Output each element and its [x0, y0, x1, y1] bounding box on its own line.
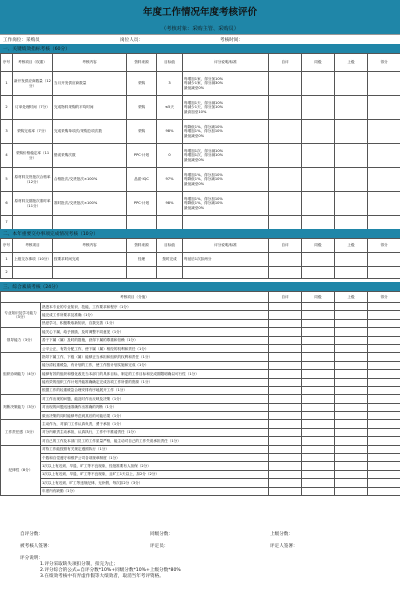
score-cell [368, 144, 400, 168]
cell-rule: 每降低1%，得分减10% 每增加1%，得分加10% 最低减至0% [183, 120, 269, 144]
cell-content: 当月开发供应商数量 [53, 72, 127, 96]
cell-rule: 每增加1家，得分加10% 每减少1家，得分减30% 最低减至0% [183, 72, 269, 96]
score-cell [302, 462, 335, 470]
header-cell: 同级 [302, 54, 335, 72]
header-cell: 目标值 [157, 239, 183, 253]
page-subtitle: （考核对象：采购主管、采购员） [0, 22, 400, 34]
table-row [1, 428, 400, 436]
cell-item: 采购完成率（7分） [13, 120, 53, 144]
score-cell [335, 454, 368, 462]
score-cell [368, 454, 400, 462]
score-cell [335, 168, 368, 192]
score-cell [368, 319, 400, 327]
item-cell: 指导下属工作，下级（属）能够正当承担和组织的权利和责任（1分） [41, 353, 269, 361]
score-cell [368, 96, 400, 120]
cell-target: ≤5天 [157, 96, 183, 120]
item-cell: 熟悉本专业的专业知识、技能，工作要求和程序（1分） [41, 303, 269, 311]
signee-label: 被考核人签署： [20, 544, 53, 549]
cell-item: 订单处理时间（7分） [13, 96, 53, 120]
quality-table [0, 291, 400, 496]
score-cell [335, 370, 368, 378]
cell-source: 经理 [127, 253, 157, 267]
score-cell [302, 445, 335, 453]
table-row [1, 403, 400, 411]
section3-title: 三、综合素质考核（24分） [0, 282, 400, 291]
score-cell [302, 378, 335, 386]
score-cell [302, 319, 335, 327]
score-cell [335, 479, 368, 487]
score-cell [302, 253, 335, 267]
score-cell [368, 192, 400, 216]
item-cell: 1次以上有迟到、早退、旷工等不良现象，且旷工1天以上，扣2分（2分） [41, 470, 269, 478]
score-cell [335, 462, 368, 470]
score-cell [269, 470, 302, 478]
item-cell: 能够有效的组织和强化改先当本部门的具体目标，制定的工作目标和完成期限明确以可行性（1分） [41, 370, 269, 378]
score-cell [269, 370, 302, 378]
score-cell [302, 192, 335, 216]
table-row [1, 470, 400, 478]
score-cell [368, 328, 400, 336]
header-cell: 得分 [368, 239, 400, 253]
sign-row [0, 543, 400, 551]
score-cell [302, 216, 335, 230]
kpi-table [0, 53, 400, 230]
score-cell [302, 120, 335, 144]
score-cell [269, 267, 302, 279]
cell-content: 完成采购单项次/采购总项次数 [53, 120, 127, 144]
table-header-row [1, 292, 400, 303]
score-cell [335, 403, 368, 411]
score-cell [269, 395, 302, 403]
header-cell: 得分 [368, 292, 400, 303]
cell-no: 3 [1, 120, 13, 144]
table-row [1, 319, 400, 327]
cell-content: 错误采购次数 [53, 144, 127, 168]
item-cell: 能分清轻重缓急，有计划的工作，使工作按计划实施和完成（1分） [41, 361, 269, 369]
score-cell [368, 120, 400, 144]
score-cell [368, 487, 400, 495]
score-cell [302, 344, 335, 352]
score-cell [269, 378, 302, 386]
score-cell [335, 267, 368, 279]
staff-label: 岗位人员： [120, 38, 143, 43]
assessor-label: 评定员： [150, 544, 169, 549]
cell-content: 按要求时间完成 [53, 253, 127, 267]
score-cell [368, 378, 400, 386]
score-cell [302, 386, 335, 394]
header-cell: 序号 [1, 54, 13, 72]
header-cell: 资料来源 [127, 239, 157, 253]
table-row [1, 479, 400, 487]
score-cell [302, 470, 335, 478]
cell-rule: 每增加1%，得分加10% 每降低1%，得分减10% 最低减至0% [183, 192, 269, 216]
score-cell [335, 303, 368, 311]
cell-rule: 每增加1次，得分减10% 每增加1次，得分减10% 最低减至0% [183, 144, 269, 168]
note-3: 3.在绩效考核中有弄虚作假等大绩效者，取消当年考评资格。 [40, 574, 164, 579]
score-cell [302, 361, 335, 369]
score-row [0, 531, 400, 539]
notes [20, 555, 181, 579]
score-cell [302, 267, 335, 279]
score-cell [368, 311, 400, 319]
score-cell [335, 344, 368, 352]
header-cell: 自评 [269, 292, 302, 303]
table-row [1, 395, 400, 403]
header-cell: 自评 [269, 54, 302, 72]
score-cell [269, 311, 302, 319]
score-cell [302, 487, 335, 495]
cell-rule [183, 267, 269, 279]
cell-target: 98% [157, 120, 183, 144]
cell-source: 采购 [127, 120, 157, 144]
peer-score-label: 同级分数： [150, 532, 173, 537]
cell-source: 品质·IQC [127, 168, 157, 192]
group-name: 领导能力（3分） [1, 328, 41, 353]
group-name: 专业知识及学习能力（3分） [1, 303, 41, 328]
header-cell: 评分说明/标准 [183, 54, 269, 72]
group-name: 组织协调能力（4分） [1, 353, 41, 395]
score-cell [269, 403, 302, 411]
score-cell [302, 168, 335, 192]
item-cell: 个数和自觉遵守和维护公司各项规章制度（1分） [41, 454, 269, 462]
score-cell [368, 216, 400, 230]
score-cell [269, 386, 302, 394]
item-cell: 对分内职责主动承担，认真执行，工作中不推诿责任（1分） [41, 428, 269, 436]
table-row [1, 144, 400, 168]
score-cell [335, 319, 368, 327]
cell-rule: 每增加1%，得分加10% 每降低1%，得分减10% 最低减至0% [183, 168, 269, 192]
score-cell [269, 192, 302, 216]
score-cell [335, 144, 368, 168]
score-cell [302, 311, 335, 319]
table-row [1, 378, 400, 386]
cell-no: 4 [1, 144, 13, 168]
cell-rule: 每增加1天，得分减10% 每减少1天，得分加10% 最高加至10% [183, 96, 269, 120]
cell-no: 1 [1, 72, 13, 96]
score-cell [302, 96, 335, 120]
header-cell: 评分说明/标准 [183, 239, 269, 253]
cell-target: 3 [157, 72, 183, 96]
score-cell [335, 420, 368, 428]
score-cell [302, 303, 335, 311]
section2-title: 二、本年重要交办事项完成情况考核（10分） [0, 229, 400, 238]
score-cell [269, 96, 302, 120]
cell-content: 准时批次/交货批次×100% [53, 192, 127, 216]
score-cell [302, 403, 335, 411]
score-cell [302, 437, 335, 445]
score-cell [335, 253, 368, 267]
cell-item: 上级交办事项（10分） [13, 253, 53, 267]
score-cell [269, 479, 302, 487]
score-cell [335, 412, 368, 420]
score-cell [269, 344, 302, 352]
score-cell [269, 353, 302, 361]
cell-item: 原材料交货批次合格率（12分） [13, 168, 53, 192]
score-cell [368, 428, 400, 436]
self-score-label: 自评分数： [20, 532, 43, 537]
item-cell: 热爱学习，积极吸取新知识，自我完善（1分） [41, 319, 269, 327]
score-cell [269, 445, 302, 453]
score-cell [335, 120, 368, 144]
cell-rule: 每延后1次扣两分 [183, 253, 269, 267]
date-label: 考核时间： [220, 38, 243, 43]
score-cell [269, 144, 302, 168]
header-cell: 同级 [302, 292, 335, 303]
score-cell [335, 445, 368, 453]
table-row [1, 353, 400, 361]
cell-source: PPC·计划 [127, 192, 157, 216]
cell-item [13, 216, 53, 230]
score-cell [368, 336, 400, 344]
score-cell [302, 454, 335, 462]
table-row [1, 120, 400, 144]
score-cell [269, 303, 302, 311]
item-cell: 做出决策的同时能够考虑到其后的可能后果（1分） [41, 412, 269, 420]
notes-label: 评分说明： [20, 556, 43, 561]
table-row [1, 216, 400, 230]
score-cell [368, 420, 400, 428]
group-name: 纪律性（8分） [1, 445, 41, 495]
cell-source: 采购 [127, 72, 157, 96]
cell-no: 1 [1, 253, 13, 267]
score-cell [368, 386, 400, 394]
cell-rule [183, 216, 269, 230]
table-row [1, 370, 400, 378]
score-cell [368, 72, 400, 96]
table-row [1, 311, 400, 319]
cell-no: 7 [1, 216, 13, 230]
score-cell [302, 412, 335, 420]
score-cell [302, 479, 335, 487]
score-cell [269, 319, 302, 327]
task-table [0, 238, 400, 279]
score-cell [302, 336, 335, 344]
table-row [1, 454, 400, 462]
score-cell [269, 361, 302, 369]
score-cell [269, 120, 302, 144]
table-row [1, 445, 400, 453]
cell-target: 98% [157, 192, 183, 216]
score-cell [368, 267, 400, 279]
score-cell [302, 370, 335, 378]
score-cell [269, 487, 302, 495]
header-cell: 得分 [368, 54, 400, 72]
score-cell [335, 216, 368, 230]
score-cell [368, 370, 400, 378]
score-cell [335, 386, 368, 394]
item-cell: 对出现的问题迅速准确作出准确的判断（1分） [41, 403, 269, 411]
cell-item [13, 267, 53, 279]
score-cell [335, 328, 368, 336]
score-cell [368, 168, 400, 192]
section1-title: 一、关键绩效指标考核（60分） [0, 44, 400, 53]
cell-target: 97% [157, 168, 183, 192]
table-row [1, 96, 400, 120]
score-cell [368, 395, 400, 403]
cell-source: 采购 [127, 96, 157, 120]
header-cell: 上级 [335, 54, 368, 72]
table-row [1, 328, 400, 336]
header-cell: 考核项目（分值） [1, 292, 269, 303]
table-header-row [1, 54, 400, 72]
score-cell [335, 470, 368, 478]
page-title: 年度工作情况年度考核评价 [0, 0, 400, 22]
table-row [1, 420, 400, 428]
cell-source [127, 267, 157, 279]
cell-no: 2 [1, 96, 13, 120]
score-cell [368, 445, 400, 453]
header-cell: 上级 [335, 239, 368, 253]
cell-item: 采购价格稳定率（11分） [13, 144, 53, 168]
cell-item: 新开发供应商数量（12分） [13, 72, 53, 96]
score-cell [335, 336, 368, 344]
cell-target [157, 267, 183, 279]
header-cell: 序号 [1, 239, 13, 253]
score-cell [269, 420, 302, 428]
score-cell [368, 403, 400, 411]
table-row [1, 168, 400, 192]
table-row [1, 253, 400, 267]
item-cell: 对自己的工作及本部门员工的工作质量严格，能主动对自己的工作失误承担责任（1分） [41, 437, 269, 445]
header-cell: 考核项目 [13, 239, 53, 253]
cell-source [127, 216, 157, 230]
score-cell [302, 144, 335, 168]
score-cell [368, 253, 400, 267]
table-row [1, 361, 400, 369]
cell-content [53, 216, 127, 230]
cell-no: 6 [1, 192, 13, 216]
score-cell [335, 311, 368, 319]
table-row [1, 462, 400, 470]
item-cell: 能关心下属，给予鼓励，及时调整不同意见（1分） [41, 328, 269, 336]
table-row [1, 336, 400, 344]
cell-content: 合格批次/交货批次×100% [53, 168, 127, 192]
job-post-label: 工作岗位：采购员 [3, 38, 40, 43]
item-cell: 根据工作的轻重缓急合理安排有序地展开工作（1分） [41, 386, 269, 394]
score-cell [302, 428, 335, 436]
table-row [1, 192, 400, 216]
table-row [1, 344, 400, 352]
score-cell [302, 72, 335, 96]
item-cell: 主动作为，对部门工作认真负责，勇于承担（1分） [41, 420, 269, 428]
score-cell [335, 192, 368, 216]
header-cell: 自评 [269, 239, 302, 253]
header-cell: 目标值 [157, 54, 183, 72]
score-cell [335, 428, 368, 436]
score-cell [269, 454, 302, 462]
note-2: 2.评分综合的公式=自评分数*10%+同级分数*10%+上级分数*80% [40, 568, 181, 573]
score-cell [302, 395, 335, 403]
final-assessor-label: 评定人签署： [270, 544, 298, 549]
header-cell: 考核内容 [53, 54, 127, 72]
table-row [1, 267, 400, 279]
table-row [1, 487, 400, 495]
score-cell [269, 412, 302, 420]
boss-score-label: 上级分数： [270, 532, 293, 537]
item-cell: 对工作出现的问题，能及时作出反映及决策（1分） [41, 395, 269, 403]
table-row [1, 386, 400, 394]
score-cell [368, 303, 400, 311]
group-name: 工作责任感（3分） [1, 420, 41, 445]
header-cell: 上级 [335, 292, 368, 303]
score-cell [269, 216, 302, 230]
score-cell [335, 437, 368, 445]
score-cell [368, 437, 400, 445]
table-row [1, 412, 400, 420]
score-cell [302, 420, 335, 428]
table-row [1, 437, 400, 445]
note-1: 1.评分采取缺失项扣分制，扣完为止； [40, 562, 118, 567]
score-cell [269, 328, 302, 336]
score-cell [335, 378, 368, 386]
score-cell [368, 462, 400, 470]
cell-target: 0 [157, 144, 183, 168]
cell-no: 5 [1, 168, 13, 192]
score-cell [269, 462, 302, 470]
group-name: 判断决策能力（3分） [1, 395, 41, 420]
cell-no: 2 [1, 267, 13, 279]
header-cell: 同级 [302, 239, 335, 253]
score-cell [368, 353, 400, 361]
score-cell [335, 72, 368, 96]
cell-target [157, 216, 183, 230]
table-row [1, 72, 400, 96]
item-cell: 1次以上有迟到、旷工等违规纪律，无补假，每次扣2分（3分） [41, 479, 269, 487]
score-cell [368, 361, 400, 369]
score-cell [368, 470, 400, 478]
score-cell [269, 428, 302, 436]
header-cell: 考核项目（权重） [13, 54, 53, 72]
item-cell: 公平公正，有效分配工作，使下属（属）相经的权利和责任（1分） [41, 344, 269, 352]
cell-content: 完成物料采购的平均时间 [53, 96, 127, 120]
table-header-row [1, 239, 400, 253]
score-cell [368, 344, 400, 352]
score-cell [302, 328, 335, 336]
score-cell [335, 487, 368, 495]
score-cell [335, 96, 368, 120]
cell-source: PPC·计划 [127, 144, 157, 168]
cell-target: 按时完成 [157, 253, 183, 267]
score-cell [269, 253, 302, 267]
cell-content [53, 267, 127, 279]
score-cell [368, 412, 400, 420]
header-cell: 资料来源 [127, 54, 157, 72]
table-row [1, 303, 400, 311]
score-cell [302, 353, 335, 361]
score-cell [335, 353, 368, 361]
score-cell [269, 72, 302, 96]
score-cell [269, 437, 302, 445]
item-cell: 善于下属（属）及时的措施，获得下属的尊重和信赖（1分） [41, 336, 269, 344]
score-cell [368, 479, 400, 487]
score-cell [335, 361, 368, 369]
item-cell: 能有效的组织工作计划并能准确确定完成各项工作所需的资源（1分） [41, 378, 269, 386]
cell-item: 原材料交期批次准时率（11分） [13, 192, 53, 216]
item-cell: 年度内有缺勤（1分） [41, 487, 269, 495]
header-cell: 考核内容 [53, 239, 127, 253]
item-cell: 能完成工作所要求及准确（1分） [41, 311, 269, 319]
score-cell [269, 336, 302, 344]
score-cell [269, 168, 302, 192]
item-cell: 对待工作能按照有关规定遵照执行（1分） [41, 445, 269, 453]
item-cell: 1次以上有迟到、早退、旷工等不良现象，经批准要有人担保（2分） [41, 462, 269, 470]
score-cell [335, 395, 368, 403]
